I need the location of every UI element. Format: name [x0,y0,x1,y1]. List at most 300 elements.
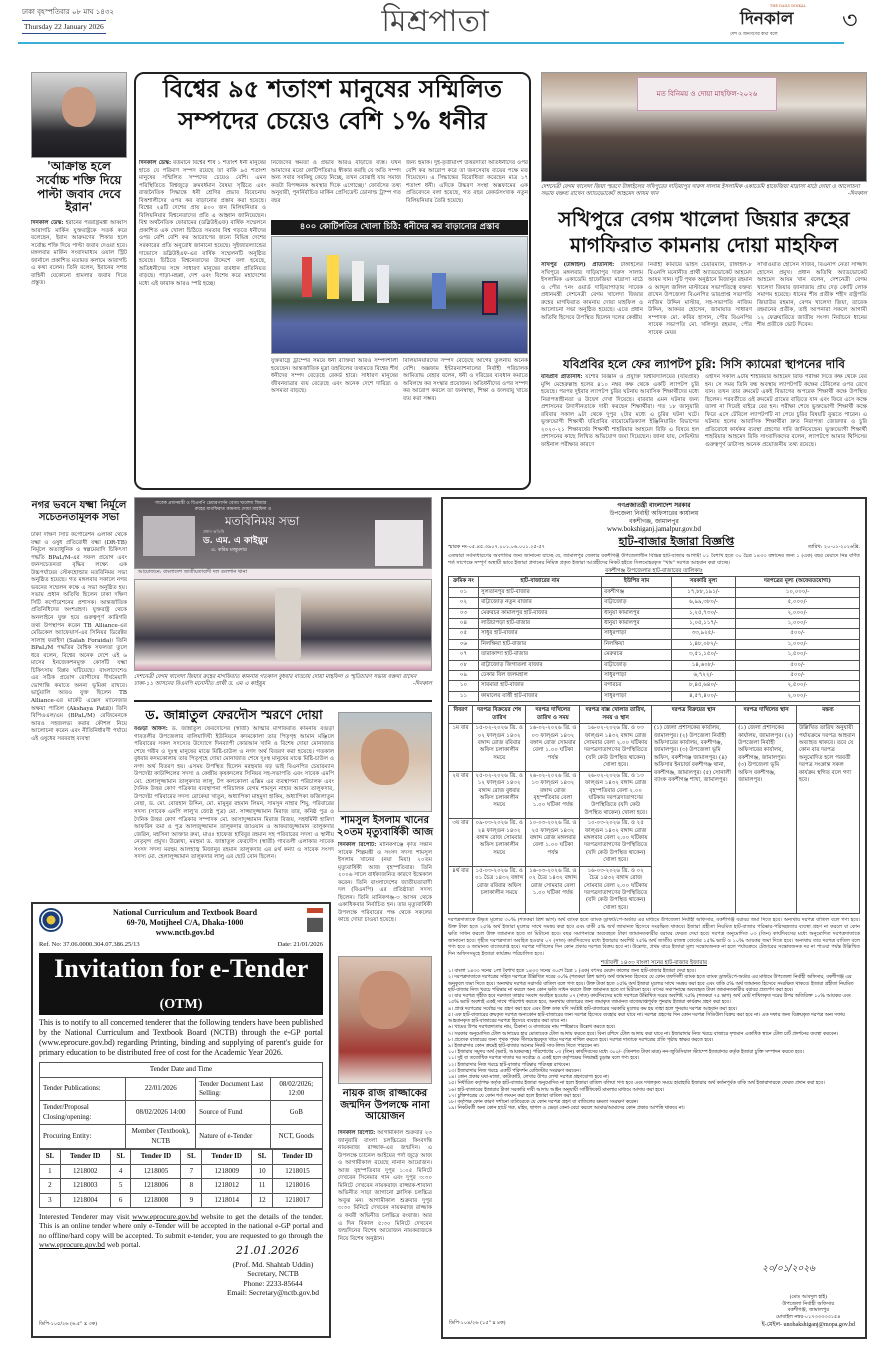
table-cell: ১,৪৮,০৮২/- [671,639,735,649]
table-cell: 8 [181,1179,202,1193]
table-cell: ০৯-০৩-২০২৬ খ্রি. ও ২৪ ফাল্গুন ১৪৩২ বঙ্গাব্দ রোজ সোমবার অফিস চলাকালীন সময়ে [473,819,526,867]
table-cell: বাট্টাজোড় জিগাতলা বাজার [479,660,602,670]
table-cell: ২৫-০২-২০২৬ খ্রি. ও ১২ ফাল্গুন ১৪৩২ বঙ্গাব্দ রোজ বুধবার অফিস চলাকালীন সময়ে [473,771,526,819]
photo-credit: -দিনকাল [412,681,432,688]
table-cell: ঢেকার বিল জলমহাল [479,671,602,681]
table-cell: 4 [110,1164,131,1178]
event-banner [637,77,777,111]
signatory-title: Secretary, NCTB [247,1269,299,1279]
table-cell: ৬,৯৯,৩৮০/- [671,598,735,608]
table-cell: নিলক্ষিয়া হাট-বাজার [479,639,602,649]
razzak-headline: নায়ক রাজ রাজ্জাকের জন্মদিন উপলক্ষে নানা আয়োজন [340,1088,430,1122]
term-item: ১৮। কর্তৃপক্ষ কোন কারণ দর্শানো ব্যতিরেকে যে কোন দরপত্র গ্রহণ বা বাতিলের ক্ষমতা সংরক্ষণ করেন। [448,1100,639,1106]
table-cell: NCT, Goods [270,1125,322,1149]
col-header: দরপত্র বাক্স খোলার তারিখ, সময় ও স্থান [580,706,652,724]
brand-english: THE DAILY DINKAL [770,4,806,8]
term-item: ১৩। ইজারাদার নিজ খরচে একটি পরিদর্শন রেজিস্টার সংরক্ষণ করবেন। [448,1068,581,1074]
sakhipur-col-2: নির্বাহী কমিটির ভাইস চেয়ারম্যান, টাঙ্গাইল-৮ বিএনপি মনোনীত প্রার্থী অ্যাডভোকেট আহমেদ আযম খান। দুটি পৃথক অনুষ্ঠানে মিজানুর রহমান ও আব্দুল জলিল মাস্টারের সভাপতিত্বে বক্তব্য রাখেন উপজেলা বিএনপির ভারপ্রাপ্ত সভাপতি নাজিম উদ্দিন মাস্টার, সহ-সভাপতি নাজিম উদ্দিন, আকবর হোসেন, জামায়াত সাধারণ সম্পাদক মো. কবির হাসান, পৌর বিএনপির সাবেক সভাপতি মো. খলিলুর রহমান, পৌর সাবেক মেয়র [648,262,752,336]
table-cell: ১ম বার [449,724,473,772]
nctb-ref-no: Ref. No: 37.06.0000.304.07.386.25/13 [39,941,140,948]
eprocure-link[interactable]: www.eprocure.gov.bd [39,1240,105,1250]
masthead-rule [18,42,844,44]
table-cell: ১৭,৮৮,১৯১/- [671,587,735,597]
table-cell: ২৬-০২-২০২৬ খ্রি. ও ১৩ ফাল্গুন ১৪৩২ বঙ্গাব্দ রোজ বৃহস্পতিবার বেলা ১.০০ ঘটিকা পর্যন্ত [526,771,580,819]
haat-date: তারিখ: ২০-০১-২০২৬খ্রি. [807,543,860,550]
table-row [40,1101,323,1125]
table-row [449,598,860,608]
term-item: ৬। খামের উপর দরপত্রদাতার নাম, ঠিকানা ও বাজারের নাম স্পষ্টভাবে উল্লেখ করতে হবে। [448,1025,616,1031]
table-cell: সুলতানপুর হাট-বাজার [479,587,602,597]
jannatul-body [134,726,334,884]
iran-byline: দিনকাল ডেস্ক: [31,220,64,226]
table-cell: বাট্টাজোড় [602,598,672,608]
haat-list-table [448,576,860,702]
nctb-dfp-code: ডিপি-১০৫/২৬ (৬.৫" x ৩ক) [39,1321,98,1328]
sakhipur-caption-text: দেশনেত্রী বেগম খালেদা জিয়া স্মরণে টাঙ্গাইলের সখিপুরের দাড়িয়াপুর দারুস সালাম ইসলামিক একাডেমি হাফেজিয়া মাদ্রাসা মাঠে দোয়া ও আলোচনা সভায় বক্তব্য রাখেন অ্যাডভোকেট আহমেদ আযম খান [541,184,860,198]
table-cell: ০৫ [449,629,479,639]
table-cell: ২য় বার [449,771,473,819]
table-cell: ১,৫০০/- [735,650,859,660]
table-cell: ১১ [449,691,479,701]
signatory-title: উপজেলা নির্বাহী অফিসার [782,1300,835,1307]
razzak-portrait [338,956,432,1084]
haat-terms-title: শর্তাবলী ১৪৩৩ বাংলা সনের হাট-বাজার ইজারার [600,959,708,966]
table-cell: কামালের বার্ত্তী হাট-বাজার [479,691,602,701]
table-cell: ০২ [449,598,479,608]
table-row [449,639,860,649]
nctb-header [39,908,323,938]
table-cell: 12 [252,1193,273,1207]
laptop-byline: যবিপ্রবি প্রতিনিধি: [541,374,583,380]
col-header: SL [252,1150,273,1164]
brand-logo: দিনকাল [740,9,794,29]
haat-schedule-table [448,705,860,914]
nctb-date: Date: 21/01/2026 [277,941,323,948]
dhaka11-event-banner [134,497,432,569]
table-cell: ১৫-০২-২০২৬ খ্রি. ও ০২ ফাল্গুন ১৪৩২ বঙ্গাব্দ রোজ রবিবার অফিস চলাকালীন সময়ে [473,724,526,772]
table-cell: Source of Fund [196,1101,270,1125]
nctb-title-wrap [39,953,323,1015]
table-cell: ৫০০/- [735,660,859,670]
table-cell: 1218016 [272,1179,322,1193]
table-cell: বাট্টাজোড় নতুন বাজার [479,598,602,608]
table-cell: ৩৩,৯২৫/- [671,629,735,639]
davos-flags-photo [271,236,528,354]
flag-shape [302,257,312,297]
haat-list-body [449,587,860,702]
col-header: ক্রমিক নং [449,577,479,587]
banner-line-1: সাবেক প্রধানমন্ত্রী ও বিএনপি চেয়ারপার্সন বেগম খালেদা জিয়ার [155,501,267,506]
haat-memo-row [448,535,860,550]
table-cell: 7 [181,1164,202,1178]
iran-body [31,220,127,490]
table-cell: ২,৫০০/- [735,681,859,691]
wealth-headline-2: সম্পদের চেয়েও বেশি ১% ধনীর [178,107,487,135]
table-header-row [40,1150,323,1164]
signatory-email: ই-মেইল- unobakshiganj@mopa.gov.bd [761,1321,855,1328]
table-cell: 11 [252,1179,273,1193]
face-shape [361,729,409,785]
col-header: সরকারি মূল্য [671,577,735,587]
date-bangla: ঢাকা বৃহস্পতিবার ০৮ মাঘ ১৪৩২ [22,8,114,16]
table-cell: ৪,৫৭,৪০০/- [671,691,735,701]
shamsul-headline: শামসুল ইসলাম খানের ২০তম মৃত্যুবার্ষিকী আজ [336,815,434,838]
closing-text: web portal. [106,1240,141,1250]
term-item: ৮। প্রত্যেক বাজারের জন্য পৃথক পৃথক সীলমোহরকৃত খামে দরপত্র দাখিল করতে হবে। দরপত্র দাতাকে দরপত্রের প্রতি পৃষ্ঠায় স্বাক্ষর করতে হবে। [448,1037,714,1043]
table-cell: ১,২৫,৭৩০/- [671,608,735,618]
tb-body: ঢাকা দক্ষিণ সিটি কর্পোরেশন এলাকা থেকে যক্ষ্মা ও ওষুধ প্রতিরোধী যক্ষ্মা (DR-TB) নির্মূলে অত্যাধুনিক ও স্বল্পমেয়াদি চিকিৎসা পদ্ধতি BPaL/M-এর সফল প্রয়োগ এবং জনসচেতনতা বৃদ্ধির লক্ষ্যে এক উচ্চপর্যায়ের স্টেকহোল্ডার মতবিনিময় সভা অনুষ্ঠিত হয়েছে। গত মঙ্গলবার সকালে নগর ভবনের সম্মেলন কক্ষে এ সভা অনুষ্ঠিত হয়। সভায় প্রধান অতিথি ছিলেন ঢাকা দক্ষিণ সিটি কর্পোরেশনের প্রশাসক। আন্তর্জাতিক প্রতিনিধিদের অংশগ্রহণ। যুক্তরাষ্ট্র থেকে অনলাইনে যুক্ত হয়ে গুরুত্বপূর্ণ কারিগরি তথ্য উপস্থাপন করেন TB Alliance-এর মেডিকেল অ্যাফেয়ার্স-এর সিনিয়র ডিরেক্টর সালাহ ফরাইদা (Salah Foraida)। তিনি BPaL/M পদ্ধতির বৈশ্বিক সফলতা তুলে ধরে বলেন, বিশ্বের অনেক দেশে এই ৬ মাসের ইনজেকশনমুক্ত কোর্সটি যক্ষ্মা চিকিৎসায় বিপ্লব ঘটিয়েছে। বাংলাদেশেও এর সঠিক প্রয়োগ রোগীদের দীর্ঘমেয়াদি ভোগান্তি কমাতে অনন্য ভূমিকা রাখবে। ভার্চুয়ালি আরও যুক্ত ছিলেন TB Alliance-এর মার্কেট এক্সেস ম্যানেজার অক্ষয়া পাতিল (Akshaya Patil)। তিনি বিপিএএল/এম (BPaL/M) রেজিমেনকে আরও সহজলভ্য করার কৌশল নিয়ে আলোচনা করেন এবং নীতিনির্ধারণী পর্যায়ে এই ওষুধের সরবরাহ ব্যবস্থা [31,532,127,742]
wealth-byline: দিনকাল ডেস্ক: [139,160,172,166]
nctb-intro: This is to notify to all concerned tenderer that the following tenders have been published by the National Curriculum and Textbook Board (NCTB) through the e-GP portal (www.eprocure.gov.bd) regarding Printing, binding and supplying of parent's guide for primary education to be distributed free of cost for the Academic Year 2026. [39,1018,323,1058]
table-cell: ধানুয়া কামালপুর [602,618,672,628]
table-cell: বগারচর [602,681,672,691]
table-row [449,629,860,639]
table-cell: ০১ [449,587,479,597]
razzak-body [338,1130,432,1330]
term-item: ৯। ইজারাদার কোন ক্রমেই হাট-বাজার অন্যের নিকট সাব-লিজ দিতে পারবেন না। [448,1044,600,1050]
table-cell: ৩য় বার [449,819,473,867]
table-cell: 1218003 [60,1179,110,1193]
col-header: SL [110,1150,131,1164]
laptop-col-1 [541,374,699,490]
banner-chief-guest-label: প্রধান অতিথি [203,529,225,535]
date-table-header: Tender Date and Time [40,1063,323,1077]
table-cell: ১০-০৩-২০২৬ খ্রি. ও ২৫ ফাল্গুন ১৪৩২ বঙ্গাব্দ রোজ মঙ্গলবার বেলা ১.০০ ঘটিকা পর্যন্ত [526,819,580,867]
table-row [449,608,860,618]
table-row [40,1164,323,1178]
memo-no: স্মারক নং-০৫.৪৫.৩৯০৭.০০১.০৬.০০১.২৫-৫৭ [448,543,545,550]
wealth-lower-col-b: বিলিয়নিয়ারদের সম্পদ বেড়েছে আগের তুলনায় অনেক বেশি। অক্সফাম ইন্টারন্যাশনালের নির্বাহী পরিচালক আমিতাভ বেহার বলেন, ধনী ও দরিদ্রের ব্যবধান কমাতে অবিলম্বে কর সংস্কার প্রয়োজন। অতিধনীদের ওপর সম্পদ কর আরোপ করলে তা জনস্বাস্থ্য, শিক্ষা ও জলবায়ু খাতে ব্যয় করা সম্ভব। [403,358,528,402]
table-cell: ০৪ [449,618,479,628]
table-cell: লাউচাপড়া হাট-বাজার [479,618,602,628]
table-cell: ১৬-০২-২০২৬ খ্রি. ও ০৩ ফাল্গুন ১৪৩২ বঙ্গাব্দ রোজ সোমবার বেলা ২.০০ ঘটিকায় দরপত্রদাতাগণের উপস্থিতিতে (যদি কেউ উপস্থিত থাকেন) খোলা হবে। [580,724,652,772]
laptop-headline: যবিপ্রবির হলে ফের ল্যাপটপ চুরি: সিসি ক্যামেরা স্থাপনের দাবি [563,357,845,371]
term-item: ২। দরপত্রদাতাকে দরপত্রের সহিত দরপত্রে উল্লিখিত দরের ৩০% (শতকরা ত্রিশ ভাগ) অর্থ জামানত হিসেবে যে কোন তফসিলী ব্যাংক হতে ব্যাংক ড্রাফট/পে-অর্ডার এর মাধ্যমে উপজেলা নির্বাহী অফিসার, বকশীগঞ্জ এর অনুকূলে জমা দিতে হবে। অন্যথায় দরপত্র সরাসরি বাতিল বলে গণ্য হবে। উক্ত টাকা হতে ২৫% অর্থ ইজারা মূল্যের সাথে সমন্বয় করা হবে এবং বাকি ৫% অর্থ জামানত হিসেবে সংরক্ষিত থাকবে। ইজারা গ্রহীতা নিয়মিত হাট-বাজার নিজ খরচে পরিষ্কার না করলে অন্য কোন ক্ষতি সাধন করলে উক্ত জামানত হতে তা মিটানো হবে। বৎসর সমাপনান্তে অব্যবহৃত টাকা জামানতকারীর বরাবর প্রত্যর্পণ করা হবে। [448,975,854,993]
laptop-col-2: ওইদিন সকাল ৯টায় শাহরিয়ার আহমেদ রিফি পরীক্ষা দিতে কক্ষ থেকে বের হন। সে সময় তিনি বন্ধ অবস্থায় ল্যাপটপটি কক্ষের টেবিলের ওপর রেখে যান। তখন তার রুমমেট একই বিভাগের অপরেক শিক্ষার্থী কক্ষে উপস্থিত ছিলেন। পরবর্তীতে ওই রুমমেট গ্রামের বাড়িতে যান এবং ফিরে এসে কক্ষে তালা না দিয়েই বাইরে বের হন। পরীক্ষা শেষে ভুক্তভোগী শিক্ষার্থী কক্ষে ফিরে এসে টেবিলে ল্যাপটপটি না পেয়ে চুরির বিষয়টি বুঝতে পারেন। এ ঘটনায় হলের আবাসিক শিক্ষার্থীরা দ্রুত নিরাপত্তা জোরদার ও চুরি প্রতিরোধে কার্যকর ব্যবস্থা গ্রহণের দাবি জানিয়েছেন। ভুক্তভোগী শিক্ষার্থী শাহরিয়ার আহমেদ রিফি সাংবাদিকদের বলেন, ল্যাপটপে আমার থিসিসের গুরুত্বপূর্ণ ডাটাসহ অনেক প্রয়োজনীয় তথ্য রয়েছে। [705,374,867,448]
page-number: ৩ [842,6,858,34]
table-cell: ১৬-০৩-২০২৬ খ্রি. ও ০২ চৈত্র ১৪৩২ বঙ্গাব্দ রোজ সোমবার বেলা ১.০০ ঘটিকা পর্যন্ত [526,866,580,914]
signatory-phone: Phone: 2233-85644 [243,1278,303,1288]
table-cell: ০৩ [449,608,479,618]
sakhipur-headline-2: মাগফিরাত কামনায় দোয়া মাহফিল [569,233,839,257]
table-cell: (১) জেলা প্রশাসকের কার্যালয়, জামালপুর। (২) উপজেলা নির্বাহী অফিসারের কার্যালয়, বকশীগঞ্জ, জামালপুর। (৩) উপজেলা ভূমি অফিস, বকশীগঞ্জ জামালপুর। (৪) অফিসার ইনচার্জ বকশীগঞ্জ থানা, বকশীগঞ্জ, জামালপুর। (৫) সোনালী ব্যাংক বকশীগঞ্জ শাখা, জামালপুর। [652,724,736,914]
flag-shape [352,261,364,301]
table-row [449,691,860,701]
haat-conditions-para: দরপত্রদাতাকে উদ্ধৃত মূল্যের ৩০% (শতকরা ত্রিশ ভাগ) অর্থ ব্যাংক হতে ব্যাংক ড্রাফট/পে-অর্ডার এর মাধ্যমে উপজেলা নির্বাহী অফিসার, বকশীগঞ্জ বরাবর জমা দিতে হবে। অন্যথায় দরপত্র বাতিল বলে গণ্য হবে। উক্ত টাকা হতে ২৫% অর্থ ইজারা মূল্যের সাথে সমন্বয় করা হবে এবং বাকী ৫% অর্থ জামানত হিসেবে সংরক্ষিত থাকবে। ইজারা গ্রহীতা নিয়মিত হাট-বাজার পরিষ্কার-পরিচ্ছন্নতার ব্যবস্থা গ্রহণ না করলে বা কোন ক্ষতি সাধন করলে উক্ত জামানত হতে তা মিটানো হবে। বছর সমাপনান্তে অব্যবহৃত টাকা জামানতকারীর বরাবর ফেরত দেয়া হবে। দরপত্র অনুমোদিত ০৩ (তিন) কার্যদিবসের মধ্যে অনুমোদিত দরপত্রদাতাকে জানানো হবে। গৃহীত দরপত্রদাতা অবহিত হওয়ার ০৭ (সাত) কার্যদিবসের মধ্যে ইজারার অবশিষ্ট ৭৫% অর্থ জাতীয় রাজস্ব বোর্ডের ১৫% ভ্যাট ও ১০% আয়কর জমা দিতে হবে। অন্যথায় তার দরপত্র বাতিল বলে গণ্য হবে ও জামানত বাজেয়াপ্ত হবে। দরপত্র দাখিলের দিন কোন প্রকার দরপত্র বিক্রয় হবে না। উল্লেখ্য, প্রথম বারে ইজারা মূল্য সন্তোষজনক না হলে পর্যায়ক্রমে টেন্ডারের সন্তোষজনক দর না পাওয়া পর্যন্ত উল্লিখিত দিন অফিসসমূহে ইজারা কার্যক্রম পরিচালিত হবে। [448,917,860,958]
wealth-col-1-text: বর্তমানে বিশ্বের শীর্ষ ১ শতাংশ ধনী মানুষের হাতে যে পরিমাণ সম্পদ রয়েছে তা বাকি ৯৫ শতাংশ মানুষের সম্মিলিত সম্পদের চেয়েও বেশি। এমন পরিস্থিতিতে বিশ্বজুড়ে ক্রমবর্ধমান বৈষম্য সৃষ্টিতে এবং রাজনৈতিক সিদ্ধান্তে ধনী শ্রেণির প্রভাব বিবেচনায় বিত্তশালীদের ওপর কর বাড়ানোর প্রস্তাব করা হয়েছে। বিশ্বের ২৪টি দেশের প্রায় ৪০০ জন মিলিয়নিয়ার ও বিলিয়নিয়ার বিশ্বনেতাদের প্রতি এ আহ্বান জানিয়েছেন। বিশ্ব অর্থনৈতিক ফোরামের (ডব্লিউইএফ) বার্ষিক সম্মেলনে প্রকাশিত এক খোলা চিঠিতে সমতার বিশ্ব গড়তে ধনীদের ওপর বেশি বেশি কর আরোপের জন্যে বিভিন্ন দেশের সরকারের প্রতি অনুরোধ জানানো হয়েছে। সুইজারল্যান্ডের দাভোসে ডব্লিউইএফ-এর বার্ষিক সম্মেলনটি অনুষ্ঠিত হয়েছে। চিঠিতে বিশ্বনেতাদের উদ্দেশে বলা হয়েছে, অতিধনীদের সঙ্গে সাধারণ মানুষের ব্যবধান প্রতিনিয়ত বাড়ছে। পাড়া-মহল্লা, দেশ এবং বিশেষ করে মহাদেশের মধ্যে এই ফারাক আরও স্পষ্ট হচ্ছে। [139,160,266,287]
col-header: বিবরণ [449,706,473,724]
shamsul-body [338,842,432,954]
table-row [40,1193,323,1207]
speaker-figure [275,588,301,660]
banner-title: মতবিনিময় সভা [225,514,300,529]
signatory-name: (মোঃ আবদুল হাই) [789,1293,828,1300]
nctb-org-website[interactable]: www.nctb.gov.bd [155,928,215,937]
table-cell: ৮,৪৫,৬৪০/- [671,681,735,691]
table-cell: ১০,০০০/- [735,587,859,597]
table-cell: 1218002 [60,1164,110,1178]
table-cell: 08/02/2026; 12:00 [270,1077,322,1101]
table-cell: ১০ [449,681,479,691]
nctb-org-name: National Curriculum and Textbook Board [112,908,258,917]
table-row [449,681,860,691]
laptop-col-1-text: যশোর বিজ্ঞান ও প্রযুক্তি বিশ্ববিদ্যালয়ের (যবিপ্রবি) মুন্সি মেহেরুল্লাহ হলের ৪১০ নম্বর কক্ষ থেকে একটি ল্যাপটপ চুরি হয়েছে। পরপর দুইবার ল্যাপটপ চুরির ঘটনায় আবাসিক শিক্ষার্থীদের মধ্যে নিরাপত্তাহীনতা ও উদ্বেগ দেখা দিয়েছে। বারবার এমন ঘটনার জন্য প্রশাসনের উদাসীনতাকে দায়ী করছেন শিক্ষার্থীরা। গত ১৮ জানুয়ারি রবিবার সকাল ৯টা থেকে দুপুর ২টার মধ্যে এ চুরির ঘটনা ঘটে। ভুক্তভোগী শিক্ষার্থী যবিপ্রবির বায়োমেডিক্যাল ইঞ্জিনিয়ারিং বিভাগের ২০২০-২১ শিক্ষাবর্ষের শিক্ষার্থী শাহরিয়ার আহমেদ রিফি এ বিষয়ে হল প্রশাসনের কাছে লিখিত অভিযোগ জমা দিয়েছেন। জানা যায়, সেমিস্টার ফাইনাল পরীক্ষার কারণে [541,374,699,448]
table-cell: নিলক্ষিয়া [602,639,672,649]
brand-tagline: দেশ ও জনগণের কথা বলে [730,32,778,37]
office-name: উপজেলা নির্বাহী অফিসারের কার্যালয় [609,509,699,517]
table-cell: সাধুরপাড়া [602,629,672,639]
shamsul-byline: দিনকাল রিপোর্ট: [338,842,377,848]
col-header: Tender ID [60,1150,110,1164]
signatory-name: (Prof. Md. Shahtab Uddin) [232,1260,314,1269]
banner-portrait-right [375,520,423,566]
flag-shape [432,273,446,309]
nctb-org-block [113,908,257,938]
wealth-col-3: জন্য হুমকি। দুই-তৃতীয়াংশ উত্তরদাতা অতিধনীদের ওপর বেশি কর আরোপ করে তা জনসেবায় ব্যয়ের পক্ষে মত দিয়েছেন। এ সিদ্ধান্তের বিরোধিতা করেছেন মাত্র ১৭ শতাংশ ধনী। এদিকে উদ্ধরণ সংস্থা অক্সফামের এক প্রতিবেদনে বলা হয়েছে, গত বছর রেকর্ডসংখ্যক নতুন বিলিয়নিয়ার তৈরি হয়েছে। [406,160,528,204]
face-shape [359,971,411,1029]
table-cell: ০৭ [449,650,479,660]
table-cell: Nature of e-Tender [196,1125,270,1149]
table-cell: বাট্টাজোড় [602,660,672,670]
table-cell: 1218017 [272,1193,322,1207]
table-cell: ২,০০০/- [735,691,859,701]
table-cell: 6 [110,1193,131,1207]
nctb-signatory-block [227,1260,319,1298]
razzak-body-text: আগামীকাল শুক্রবার ২৩ জানুয়ারি বাংলা চলচ্চিত্রের কিংবদন্তি নায়করাজ রাজ্জাক-এর জন্মদিন। এ উপলক্ষে চ্যানেল আইয়ের পর্দা জুড়ে আজ ও আগামীকাল রয়েছে নানান আয়োজন। আজ বৃহস্পতিবার দুপুর ১:০৫ মিনিটে দেখবেন সিনেমার গান এবং দুপুর ৩:৩০ মিনিটে দেখবেন নায়করাজ রাজ্জাক-শাবানা অভিনীত সাড়া জাগানো ক্লাসিক চলচ্চিত্র অবুঝ মন। আগামীকাল শুক্রবার দুপুর ৩:৩০ মিনিটে দেখবেন নায়করাজ রাজ্জাক ও কবরী অভিনীত চলচ্চিত্র রংবাজ। আর এ দিন বিকাল ৫:৩০ মিনিটে দেখবেন জন্মদিনের বিশেষ আয়োজন নায়করাজকে নিয়ে বিশেষ অনুষ্ঠান। [338,1130,432,1242]
table-cell: GoB [270,1101,322,1125]
table-cell: ১৫-০৩-২০২৬ খ্রি. ও ০১ চৈত্র ১৪৩২ বঙ্গাব্দ রোজ রবিবার অফিস চলাকালীন সময়ে [473,866,526,914]
nctb-title-suffix: (OTM) [159,996,203,1012]
table-row [40,1125,323,1149]
signatory-location: বকশীগঞ্জ, জামালপুর [787,1307,829,1314]
table-cell: 1218006 [131,1179,181,1193]
haat-title: হাট-বাজার ইজারা বিজ্ঞপ্তি [618,535,735,549]
table-cell: উল্লিখিত তারিখ অনুযায়ী পর্যায়ক্রমে দরপত্র আহবান অব্যাহত থাকবে। তবে যে কোন বার দরপত্র অনুমোদিত হলে পরবর্তী দরপত্র সংক্রান্ত সকল কার্যক্রম স্থগিত বলে গণ্য হবে। [796,724,859,914]
term-item: ১৭। চুক্তিপত্রের যে কোন শর্ত লংঘন করা হলে ইজারা বাতিল করা হবে। [448,1093,582,1099]
date-english: Thursday 22 January 2026 [22,20,106,34]
table-cell: 3 [40,1193,61,1207]
eprocure-link[interactable]: www.eprocure.gov.bd [132,1211,199,1221]
term-item: ৭। সরকার অনুমোদিত টোল আদায়ের হার মোতাবেক টোল আদায় করতে হবে। বিনা রশিদে টোল আদায় করা যাবে না। ইজারাদার নিজ খরচে বাজারে দৃশ্যমান একাধিক স্থানে টোল চার্ট প্রদর্শনের ব্যবস্থা করবেন। [448,1031,839,1037]
table-cell: 1218012 [202,1179,252,1193]
table-row [40,1179,323,1193]
sakhipur-col-1-text: টাঙ্গাইলের সখিপুরে মঙ্গলবার দাড়িয়াপুর দারুস সালাম ইসলামিক একাডেমি হাফেজিয়া মাদ্রাসা মাঠে ও পৌর ৭নং ওয়ার্ড দাড়িয়াপাড়ায় সাবেক প্রধানমন্ত্রী দেশনেত্রী বেগম খালেদা জিয়ার রুহের মাগফিরাত কামনায় দোয়া মাহফিল ও আলোচনা সভা অনুষ্ঠিত হয়েছে। এতে প্রধান অতিথি হিসেবে উপস্থিত ছিলেন দলের কেন্দ্রীয় [541,262,643,321]
mujib-year-logo-icon [307,908,323,932]
table-cell: ১০-০৩-২০২৬ খ্রি. ও ২৫ ফাল্গুন ১৪৩২ বঙ্গাব্দ রোজ মঙ্গলবার বেলা ২.০০ ঘটিকায় দরপত্রদাতাগণের উপস্থিতিতে (যদি কেউ উপস্থিত থাকেন) খোলা হবে। [580,819,652,867]
table-cell: বকশীগঞ্জ [602,587,672,597]
jannatul-body-text: ড. জান্নাতুল ফেরদৌসের (স্বাতী) আত্মার মাগফিরাত কামনায় বগুড়া গাবতলীর উপজেলার বালিয়াদিঘী ইউনিয়নে কদমকোলা তার পিতৃগৃহ আমান মঞ্জিলে পরিবারের সকল সদস্যের উদ্যোগে দিনব্যাপী কোরআন খানি ও বিশেষ দোয়া মোনাজাত শেষে গরীব ও দুঃস্থ মানুষের মাঝে মিষ্টি-চাউল ও নগদ অর্থ বিতরণ করা হয়েছে। গতকাল বুধবার কদমকোলায় তার পিতৃগৃহে দোয়া মোনাজাত শেষে দুঃস্থ মানুষের মাঝে মিষ্টি-চাউল ও নগদ অর্থ বিতরণ হয়। এসময় উপস্থিত ছিলেন মরহুমার বড় ভাই বিএনপির চেয়ারম্যান উপদেষ্টা কাউন্সিলের সদস্য ও কেন্দ্রীয় কৃষকদলের সিনিয়র সহ-সভাপতি এবং সাবেক এমপি মো. হেলালুজ্জামান তালুকদার লালু, টপ কলকোলা এক্সিম এর ব্যবস্থাপনা পরিচালক এবং দৈনিক উত্তর কোণ পত্রিকার ব্যবস্থাপনা পরিচালক বেগম শামসুন নাহার আমান তালুকদার, উপদেষ্টা পরিবারের সদস্য রোকেয়া খাতুন, অধ্যাপিকা মাহমুদা হাকিম, অধ্যাপিকা ফজিলাতুন নেছা, ড. মো. বোরহান উদ্দিন, মো. মামুনুর রহমান লিমন, সামসুন নাহার শিমু, পরিবারের সদস্য (সাবেক এমপি লালু'র জ্যেষ্ঠ পুত্র) মো. সাজ্জাদুজ্জামান মিরাজ তার, কনিষ্ঠ পুত্র ও দৈনিক উত্তর কোণ পত্রিকার সম্পাদক মো. আসাদুজ্জামান মিরাজ বিজয়, সহধর্মিনী হামিদা আফরিন তমা ও পুত্র আলজুজ্জামান তালুকদার জাওয়ান ও আফরাজুজ্জামান তালুকদার জেরিন, মহসিনা আক্তার রুমা, মাওঃ হাফেজ হাবিবুর রহমান সহ পরিবারের সদস্য ও স্থানীয় নেতৃবৃন্দ প্রমুখ। উল্লেখ্য, মরহুমা ড. জান্নাতুল ফেরদৌস (স্বাতী) গাবতলী এলাকার সাবেক সংসদ সদস্য মরহুম আলহাজ্ব মিজানুর রহমান তালুকদার এর ৪র্থ কন্যা ও সাবেক সংসদ সদস্য মো. হেলালুজ্জামান তালুকদার লালু এর ছোট বোন ছিলেন। [134,726,334,861]
event-banner-text: মত বিনিময় ও দোয়া মাহফিল-২০২৬ [656,90,758,98]
closing-text: website to get the details of the tender. This is an online tender where only e-Tender will be accepted in the national e-GP portal and no offline/hard copy will be accepted. To submit e-tender, you are requested to go through the [39,1211,323,1240]
col-header: Tender ID [202,1150,252,1164]
razzak-byline: দিনকাল রিপোর্ট: [338,1130,376,1136]
table-row [449,650,860,660]
nctb-ref-row [39,941,323,950]
col-header: দরপত্র বিক্রয়ের স্থান [652,706,736,724]
table-cell: ৬,৭২২/- [671,671,735,681]
table-row [449,724,860,772]
table-cell: (১) জেলা প্রশাসকের কার্যালয়, জামালপুর। (২) উপজেলা নির্বাহী অফিসারের কার্যালয়, বকশীগঞ্জ, জামালপুর। (৩) উপজেলা ভূমি অফিস বকশীগঞ্জ, জামালপুর। [736,724,797,914]
table-cell: 08/02/2026 14:00 [126,1101,196,1125]
section-title: মিশ্রপাতা [381,4,489,39]
col-header: মন্তব্য [796,706,859,724]
banner-chief-guest: ড. এম. এ কাইয়ুম [203,535,268,546]
table-cell: 1218005 [131,1164,181,1178]
nctb-title-text: Invitation for e-Tender [54,953,308,983]
col-header: দরপত্র দাখিলের স্থান [736,706,797,724]
table-cell: ৫,০০০/- [735,598,859,608]
table-cell: সাধুর হাট-বাজার [479,629,602,639]
table-cell: 9 [181,1193,202,1207]
sakhipur-col-1 [541,262,643,352]
table-cell: Member (Textbook), NCTB [126,1125,196,1149]
table-cell: ১,০০০/- [735,618,859,628]
sakhipur-caption [541,184,867,199]
sakhipur-photo [541,72,867,182]
shamsul-portrait [338,712,432,812]
nctb-org-address: 69-70, Motijheel C/A, Dhaka-1000 [126,918,244,927]
nctb-logo-icon [39,908,63,932]
sakhipur-headline-1: সখিপুরে বেগম খালেদা জিয়ার রুহের [558,207,850,231]
term-item: ১৯। নিকটবর্তী অন্য কোন হাটে গরু, মহিষ, ছাগল ও ভেড়া কেনা-বেচা করলে আমার/আমাদের কোন প্রকার আপত্তি থাকবে না। [448,1106,685,1112]
col-header: হাট-বাজারের নাম [479,577,602,587]
table-row [449,587,860,597]
table-cell: 1218004 [60,1193,110,1207]
table-cell: Tender Publications: [40,1077,126,1101]
office-website[interactable]: www.bokshiganj.jamalpur.gov.bd [607,525,701,534]
table-cell: Tender Document Last Selling: [196,1077,270,1101]
table-cell: ধানুয়া কামালপুর [602,608,672,618]
banner-portrait-left [143,516,195,556]
term-item: ৫। এক হাট-বাজারের ক্রয়কৃত দরপত্র অন্যকোন হাট-বাজারের জন্য দরপত্র হিসেবে ব্যবহার করা যাবে না। দরপত্র গ্রহণের দিন কোন দরপত্র সিডিউল বিক্রয় করা হবে না। এক দফার জন্য বিক্রয়কৃত দরপত্র অন্য দফায় আহবানকৃত হাট-বাজারের দরপত্র হিসেবে ব্যবহার করা যাবে না। [448,1012,845,1025]
table-cell: 10 [252,1164,273,1178]
table-cell: ০৮ [449,660,479,670]
dhaka11-caption-text: দেশনেত্রী বেগম খালেদা জিয়ার রুহের মাগফিরাত কামনায় গতকাল বুধবার বাড্ডায় দোয়া মাহফিল ও স্মৃতিচারণ সভায় বক্তব্য রাখেন ঢাকা-১১ আসনের বিএনপি মনোনীত প্রার্থী ড. এম এ কাইয়ুম [134,674,417,688]
wealth-headline-1: বিশ্বের ৯৫ শতাংশ মানুষের সম্মিলিত [162,75,503,103]
photo-credit: -দিনকাল [847,191,867,198]
term-item: ১৬। হাট-বাজারের ইজারার টাকা সরকারি দাবী আদায় আইন অনুযায়ী সার্টিফিকেট মামলার মাধ্যমে আদায় করা হবে। [448,1087,665,1093]
haat-terms-list [448,969,860,1112]
dhaka11-crowd-photo [134,579,432,671]
signatory-phone: মোবাইল নম্বর-০১৭৩৩৩৩৩১৫৪ [776,1314,841,1321]
flag-shape [482,281,498,315]
haat-bazar-notice [441,497,867,1339]
haat-list-title: বকশীগঞ্জ উপজেলার হাট-বাজারের তালিকাঃ [605,567,703,574]
jannatul-byline: বগুড়া অফিস: [134,726,168,732]
term-item: ৪। প্রাপ্ত দরপত্রের সর্বোচ্চ দর গ্রহণ করা হবে এবং উক্ত ডাক যদি সংশ্লিষ্ট হাট-বাজারের সরকারি মূল্যের কম হয় তাহা হলে পুনরায় দরপত্র আহবান করা হবে। [448,1006,738,1012]
table-cell: ৫০০/- [735,629,859,639]
iran-minister-photo [31,72,127,158]
banner-strip: আয়োজনে: বাংলাদেশ জাতীয়তাবাদী দল গুলশান থানা [134,569,432,579]
table-cell: ০৯ [449,671,479,681]
wealth-lower-col-a: যুক্তরাষ্ট্রে ট্রাম্পের সময়ে ধনী ব্যক্তিরা আরও সম্পদশালী হয়েছেন। আন্তর্জাতিক মুদ্রা তহবিলের তথ্যমতে বিশ্বের শীর্ষ ধনীদের সম্পদ বেড়েছে রেকর্ড হারে। সাধারণ মানুষের জীবনযাত্রার ব্যয় বেড়েছে এবং অনেক দেশে দারিদ্র্য ও অসমতা বাড়ছে। [271,358,398,395]
term-item: ১০। ইজারার সমুদয় অর্থ (ভ্যাট, আয়করসহ) পরিশোধের ০৩ (তিন) কার্যদিবসের মধ্যে ৩০০/- (তিনশত টাকা মাত্র) নন-জুডিসিয়াল স্ট্যাম্পে ইজারাদার কর্তৃক ইজারা চুক্তি সম্পাদন করতে হবে। [448,1050,804,1056]
term-item: ১১। দুই বা ততোধিক দরপত্র দাতার দর সর্বোচ্চ ও একই হলে কর্তৃপক্ষের সিদ্ধান্তই চূড়ান্ত বলে গণ্য হবে। [448,1056,640,1062]
wealth-col-1 [139,160,266,486]
flag-shape [327,255,339,299]
nctb-tender-notice [31,902,331,1338]
table-cell: 5 [110,1179,131,1193]
term-item: ১৪। কোন প্রকার ঘষা-মাজা, কাটাকাটি, লেখার উপর লেখা দরপত্র গ্রহণযোগ্য হবে না। [448,1075,610,1081]
col-header: Tender ID [131,1150,181,1164]
table-cell: ৫০০/- [735,671,859,681]
haat-header [448,502,860,534]
office-location: বকশীগঞ্জ, জামালপুর [629,517,679,525]
table-header-row [449,706,860,724]
col-header: দরপত্র দাখিলের তারিখ ও সময় [526,706,580,724]
term-item: ৩। যার দরপত্র গৃহীত হবে দরদাতা তাহার সংবাদ অবহিত হওয়ার ০৭ (সাত) কার্যদিবসের মধ্যে দরপত্রে উল্লিখিত দরের অবশিষ্ট ৭৫% (শতকরা ৭৫ ভাগ) অর্থ মোট দাখিলকৃত দরের উপর অতিরিক্ত ১০% আয়কর এবং ১৫% ভ্যাট অবশ্যই একই সাথে পরিশোধ করতে হবে, অন্যথায় বাজারের জন্য জমাকৃত জামানত বাজেয়াপ্তপূর্বক পুনরায় ইজারা কার্যক্রম গ্রহণ করা হবে। [448,994,851,1006]
table-cell: Tender/Proposal Closing/opening: [40,1101,126,1125]
table-row [449,618,860,628]
gov-name: গণপ্রজাতন্ত্রী বাংলাদেশ সরকার [617,502,691,509]
table-cell: 1218014 [202,1193,252,1207]
haat-dfp-code: ডিপি-১০৪/২৬ (১৫" x ৪ক) [449,1320,506,1327]
haat-signature: ২০/০১/২০২৬ [762,1263,815,1274]
iran-headline: 'আক্রান্ত হলে সর্বোচ্চ শক্তি দিয়ে পাল্টা জবাব দেবে ইরান' [36,159,122,215]
col-header: SL [181,1150,202,1164]
term-item: ১২। ইজারাদার নিজ খরচে হাট-বাজার পরিষ্কার পরিচ্ছন্ন রাখবেন। [448,1062,571,1068]
table-cell: 1218015 [272,1164,322,1178]
wealth-col-2: নিজেদের ক্ষমতা ও প্রভাব আরও বাড়াতে ব্যস্ত। যখন আমাদের মতো কোটিপতিরাও স্বীকার করছি যে অতি সম্পদ অন্য সবার সবকিছু কেড়ে নিচ্ছে, তখন বোঝাই যায় সমাজ কতটা বিপজ্জনক অবস্থার দিকে এগোচ্ছে।' ফোর্বসের তথ্য অনুযায়ী, পুনর্নির্বাচিত মার্কিন প্রেসিডেন্ট ডোনাল্ড ট্রাম্প গত বছর [271,160,401,204]
table-cell: সারমারা হাট-বাজার [479,681,602,691]
face-shape [62,87,96,127]
table-cell: ২৬-০২-২০২৬ খ্রি. ও ১৩ ফাল্গুন ১৪৩২ বঙ্গাব্দ রোজ বৃহস্পতিবার বেলা ২.০০ ঘটিকায় দরপত্রদাতাগণের উপস্থিতিতে (যদি কেউ উপস্থিত থাকেন) খোলা হবে। [580,771,652,819]
banner-line-2: রুহের মাগফিরাত কামনায় দোয়া মাহফিল ও [195,507,272,513]
col-header: SL [40,1150,61,1164]
banner-name-2: এ. করিম মজুমদার [211,546,247,553]
haat-intro: এতদ্বারা সর্বসাধারণের অবগতির জন্য জানানো যাচ্ছে যে, জামালপুর জেলার বকশীগঞ্জ উপজেলাধীন বিভিন্ন হাট-বাজার আগামী ০১ বৈশাখ হতে ৩০ চৈত্র ১৪৩৩ বঙ্গাব্দের জন্য ১ (এক) বছর মেয়াদে নিম্ন বর্ণিত শর্ত সাপেক্ষে সম্পূর্ণ অস্থায়ী ভাবে ইজারা প্রদানের নিমিত্ত প্রকৃত ইজারা আগ্রহীদের নিকট হইতে সিলমোহরকৃত "খাম" দরপত্র আহবান করা যাচ্ছে। [448,553,860,567]
table-cell: মেরুরচর [602,650,672,660]
term-item: ১৫। নির্ধারিত কর্তৃপক্ষ কর্তৃক হাট-বাজার ইজারা অনুমোদিত না হলে ইজারা বাতিল বলিয়া গণ্য হবে এবং দখলকৃত সময়ে হারাহারি ইজারার অর্থ কর্তনপূর্বক বাকি অর্থ ইজারাদারকে ফেরত প্রদান করা হবে। [448,1081,825,1087]
closing-text: Interested Tenderer may visit [39,1211,130,1221]
table-cell: ৩,৫১,১৫০/- [671,650,735,660]
table-cell: সাধুরপাড়া [602,691,672,701]
flag-shape [377,265,389,303]
table-row [449,660,860,670]
table-cell: সাধুরপাড়া [602,671,672,681]
col-header: ইউপির নাম [602,577,672,587]
iran-body-text: ইরানের পররাষ্ট্রমন্ত্রী আব্বাস আরাগচি মার্কিন যুক্তরাষ্ট্রকে সতর্ক করে বলেছেন, ইরান আক্রমণের শিকার হলে সর্বোচ্চ শক্তি দিয়ে পাল্টা জবাব দেওয়া হবে। মঙ্গলবার মার্কিন সংবাদমাধ্যম ওয়াল স্ট্রিট জার্নালে প্রকাশিত মতামত কলামে আরাগচি এ কথা বলেন। তিনি বলেন, ইরানের সশস্ত্র বাহিনী যেকোনো হামলার জবাব দিতে প্রস্তুত। [31,220,127,287]
signatory-email: Email: Secretary@nctb.gov.bd [226,1288,319,1298]
table-cell: 1218008 [131,1193,181,1207]
table-cell: 2 [40,1179,61,1193]
table-cell: 1 [40,1164,61,1178]
wealth-inset-banner: ৪০০ কোটিপতির খোলা চিঠি: ধনীদের কর বাড়ানোর প্রস্তাব [271,220,528,235]
table-row [449,671,860,681]
table-cell: ২,০০০/- [735,608,859,618]
table-cell: ১৬-০৩-২০২৬ খ্রি. ও ০২ চৈত্র ১৪৩২ বঙ্গাব্দ রোজ সোমবার বেলা ২.০০ ঘটিকায় দরপত্রদাতাগণের উপস্থিতিতে (যদি কেউ উপস্থিত থাকেন) খোলা হবে। [580,866,652,914]
table-cell: ১৬-০২-২০২৬ খ্রি. ও ০৩ ফাল্গুন ১৪৩২ বঙ্গাব্দ রোজ সোমবার বেলা ১.০০ ঘটিকা পর্যন্ত [526,724,580,772]
table-cell: Procuring Entity: [40,1125,126,1149]
table-cell: মেরুরচর কামালপুর হাট-বাজার [479,608,602,618]
table-cell: ১,০০০/- [735,639,859,649]
sakhipur-byline: সখিপুর (টাঙ্গাইল) প্রতিনিধি: [541,262,615,268]
tb-headline: নগর ভবনে যক্ষ্মা নির্মূলে সচেতনতামূলক সভা [31,500,127,523]
table-cell: তারাকান্দা হাট-বাজার [479,650,602,660]
table-cell: 1218009 [202,1164,252,1178]
sakhipur-col-3: সাখাওয়াত হোসেন সজিব, বিএনপি নেতা সাজ্জাদ হোসেন প্রমুখ। প্রধান অতিথি অ্যাডভোকেট আহমেদ আযম খান বলেন, দেশনেত্রী বেগম খালেদা জিয়ার জানাজায় প্রায় দেড় কোটি লোক সমাগম হয়েছে। ধানের শীষ প্রতীক শহীদ রাষ্ট্রপতি জিয়াউর রহমান, বেগম খালেদা জিয়া, তারেক রহমানের প্রতীক, তাই আপনারা সকলে আগামী ১২ ফেব্রুয়ারিতে জাতীয় সংসদ নির্বাচনে ধানের শীষ প্রতীকে ভোট দিবেন। [757,262,867,329]
divider [134,700,432,702]
table-header-row [449,577,860,587]
table-cell: ১,০৫,১১৭/- [671,618,735,628]
nctb-title [39,953,323,1015]
col-header: দরপত্র বিক্রয়ের শেষ তারিখ [473,706,526,724]
nctb-date-table [39,1062,323,1149]
table-cell: ৪র্থ বার [449,866,473,914]
shamsul-body-text: মানিকগঞ্জে কৃতি সন্তান সাবেক শিল্পমন্ত্রী ও সংসদ সদস্য শামসুল ইসলাম খানের (নয়া মিয়া) ২০তম মৃত্যুবার্ষিকী আজ বৃহস্পতিবার। তিনি ২০০৬ সালে বার্ধক্যজনিত কারণে ইন্তেকাল করেন। তিনি বাংলাদেশের জাতীয়তাবাদী দল (বিএনপি) এর প্রতিষ্ঠাতা সদস্য ছিলেন। তিনি মানিকগঞ্জ-৩ আসন থেকে একাধিকবার নির্বাচিত হন। তার মৃত্যুবার্ষিকী উপলক্ষে পরিবারের পক্ষ থেকে সকলের কাছে দোয়া চাওয়া হয়েছে। [338,842,432,924]
jannatul-headline: ড. জান্নাতুল ফেরদৌস স্মরণে দোয়া [145,707,323,722]
table-cell: ০৬ [449,639,479,649]
